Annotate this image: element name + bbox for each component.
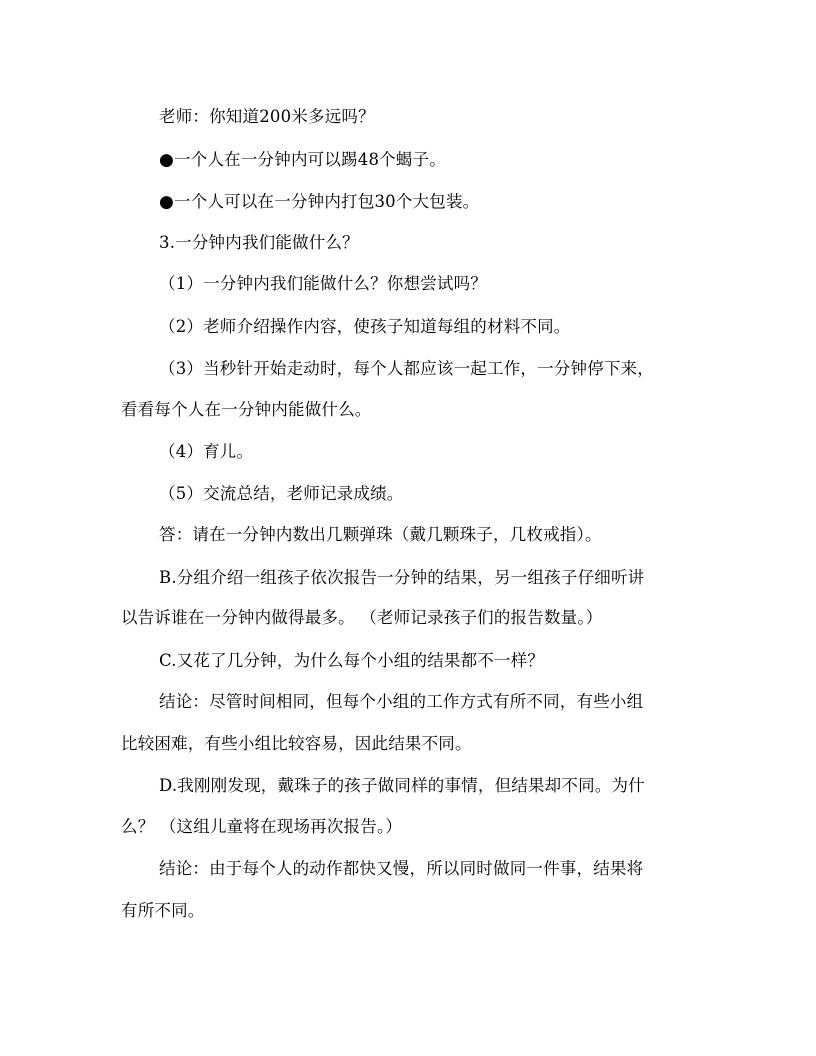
paragraph-teacher-question: 老师：你知道200米多远吗？ bbox=[159, 107, 375, 126]
bullet-icon: ● bbox=[159, 192, 175, 212]
paragraph-conclusion-1-line-1: 结论：尽管时间相同，但每个小组的工作方式有所不同，有些小组 bbox=[159, 692, 644, 711]
paragraph-d-line-1: D.我刚刚发现，戴珠子的孩子做同样的事情，但结果却不同。为什 bbox=[159, 776, 645, 795]
paragraph-step-3-line-2: 看看每个人在一分钟内能做什么。 bbox=[121, 400, 372, 419]
paragraph-step-1: （1）一分钟内我们能做什么？你想尝试吗？ bbox=[159, 274, 487, 293]
paragraph-step-5: （5）交流总结，老师记录成绩。 bbox=[159, 484, 404, 503]
bullet-text: 一个人可以在一分钟内打包30个大包装。 bbox=[174, 192, 480, 211]
bullet-icon: ● bbox=[159, 150, 175, 170]
bullet-item-kick bbox=[159, 149, 446, 171]
paragraph-conclusion-2-line-1: 结论：由于每个人的动作都快又慢，所以同时做同一件事，结果将 bbox=[159, 859, 644, 878]
bullet-item-pack bbox=[159, 191, 479, 213]
paragraph-step-3-line-1: （3）当秒针开始走动时，每个人都应该一起工作，一分钟停下来， bbox=[159, 359, 654, 378]
bullet-text: 一个人在一分钟内可以踢48个蝎子。 bbox=[174, 150, 446, 169]
paragraph-b-line-2: 以告诉谁在一分钟内做得最多。 （老师记录孩子们的报告数量。） bbox=[121, 608, 603, 627]
paragraph-step-2: （2）老师介绍操作内容，使孩子知道每组的材料不同。 bbox=[159, 317, 571, 336]
paragraph-c: C.又花了几分钟，为什么每个小组的结果都不一样？ bbox=[159, 651, 545, 670]
section-heading-3: 3.一分钟内我们能做什么？ bbox=[159, 233, 359, 252]
paragraph-answer: 答：请在一分钟内数出几颗弹珠（戴几颗珠子，几枚戒指）。 bbox=[159, 525, 602, 544]
paragraph-d-line-2: 么？ （这组儿童将在现场再次报告。） bbox=[121, 817, 403, 836]
paragraph-conclusion-2-line-2: 有所不同。 bbox=[121, 901, 205, 920]
paragraph-b-line-1: B.分组介绍一组孩子依次报告一分钟的结果，另一组孩子仔细听讲 bbox=[159, 568, 645, 587]
paragraph-conclusion-1-line-2: 比较困难，有些小组比较容易，因此结果不同。 bbox=[121, 734, 472, 753]
paragraph-step-4: （4）育儿。 bbox=[159, 442, 254, 461]
